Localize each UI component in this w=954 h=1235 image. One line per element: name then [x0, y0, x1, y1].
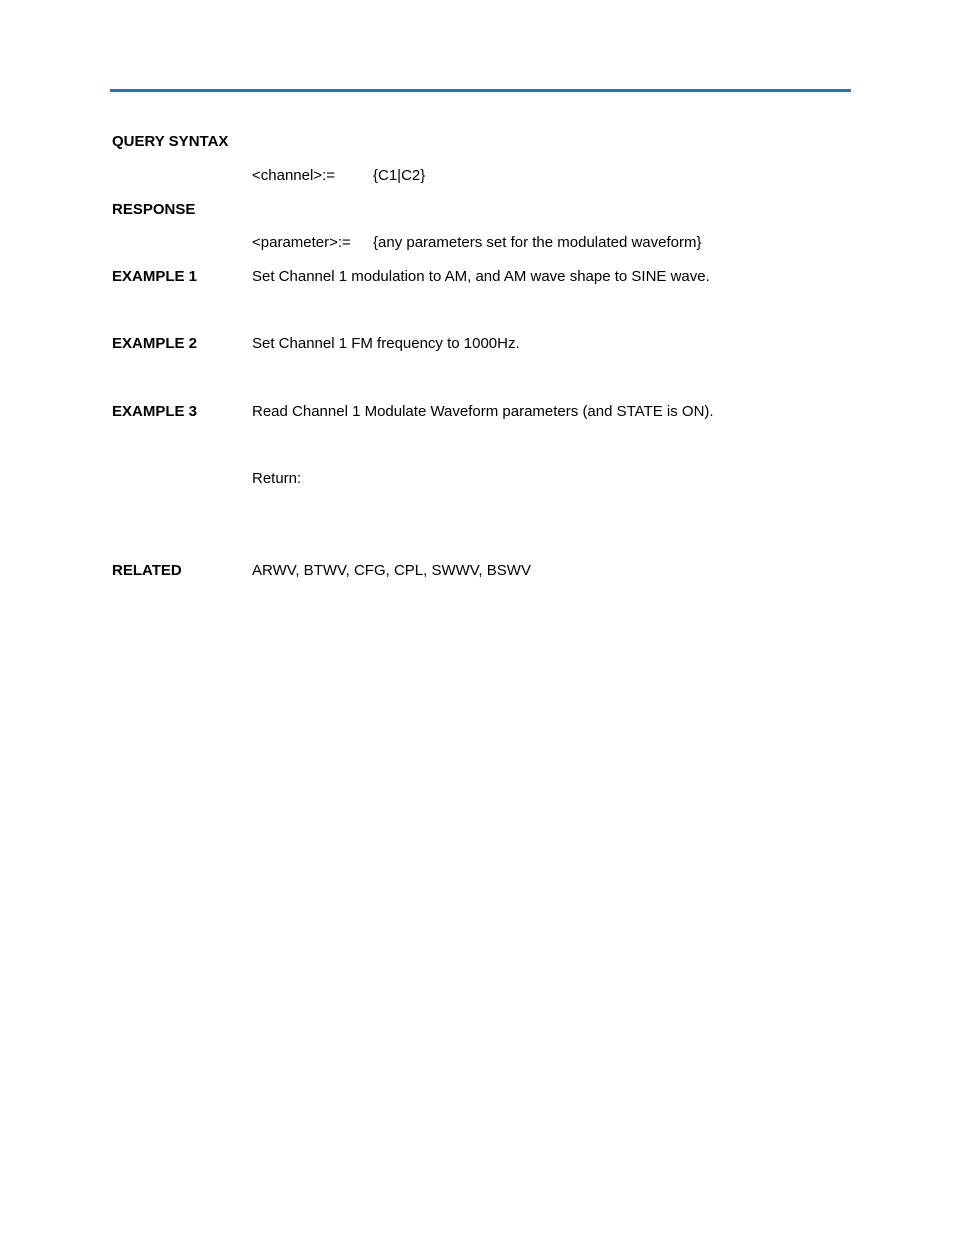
- parameter-param-name: <parameter>:=: [252, 234, 351, 251]
- parameter-param-value: {any parameters set for the modulated waveform}: [373, 234, 702, 251]
- example-3-return-label: Return:: [252, 470, 302, 487]
- query-syntax-heading: QUERY SYNTAX: [112, 133, 229, 150]
- response-heading: RESPONSE: [112, 201, 196, 218]
- example-3-text: Read Channel 1 Modulate Waveform parameters (and STATE is ON).: [252, 403, 714, 420]
- example-1-text: Set Channel 1 modulation to AM, and AM wave shape to SINE wave.: [252, 268, 710, 285]
- related-heading: RELATED: [112, 562, 182, 579]
- example-2-heading: EXAMPLE 2: [112, 335, 198, 352]
- header-rule: [110, 89, 851, 92]
- example-3-heading: EXAMPLE 3: [112, 403, 198, 420]
- example-2-text: Set Channel 1 FM frequency to 1000Hz.: [252, 335, 520, 352]
- related-commands: ARWV, BTWV, CFG, CPL, SWWV, BSWV: [252, 562, 531, 579]
- example-1-heading: EXAMPLE 1: [112, 268, 198, 285]
- channel-param-name: <channel>:=: [252, 167, 335, 184]
- channel-param-value: {C1|C2}: [373, 167, 426, 184]
